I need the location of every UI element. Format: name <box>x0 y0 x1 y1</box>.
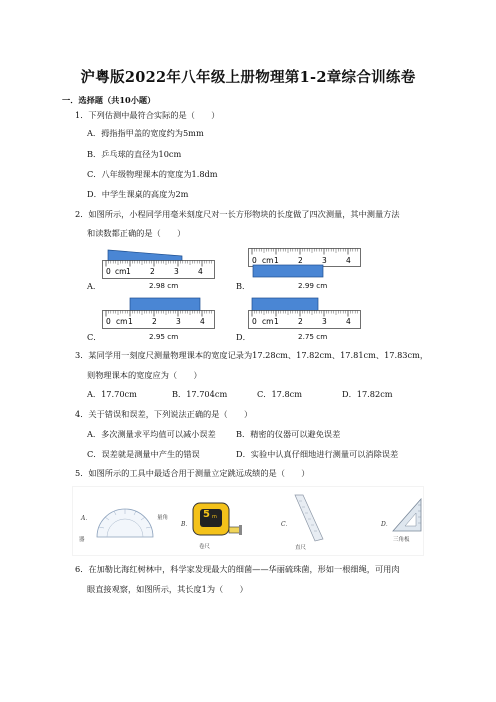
unit-label: cm <box>115 267 127 276</box>
question-stem: 5．如图所示的工具中最适合用于测量立定跳远成绩的是（ ） <box>75 468 310 478</box>
ruler-figure-d <box>248 296 363 330</box>
question-stem-line1: 2．如图所示，小程同学用毫米刻度尺对一长方形物块的长度做了四次测量，其中测量方法 <box>75 209 400 219</box>
option-a: A．拇指指甲盖的宽度约为5mm <box>87 128 204 138</box>
tick-label-4: 4 <box>346 317 351 326</box>
option-b: B．乒乓球的直径为10cm <box>87 149 182 159</box>
tool-d-letter: D． <box>381 521 392 528</box>
tick-label-2: 2 <box>150 267 155 276</box>
tick-label-3: 3 <box>174 267 179 276</box>
question-stem: 4．关于错误和误差，下列说法正确的是（ ） <box>75 409 253 419</box>
tool-c-letter: C． <box>281 521 292 528</box>
option-c: C．误差就是测量中产生的错误 <box>87 449 200 459</box>
protractor-image <box>95 505 155 539</box>
tool-b-letter: B． <box>181 521 192 528</box>
figure-b-letter: B． <box>236 281 251 291</box>
unit-label: cm <box>262 317 274 326</box>
tools-figure <box>72 486 424 556</box>
option-a: A．多次测量求平均值可以减小误差 <box>87 429 216 439</box>
question-stem: 1．下列估测中最符合实际的是（ ） <box>75 110 220 120</box>
page-title: 沪粤版2022年八年级上册物理第1-2章综合训练卷 <box>80 69 416 86</box>
tick-label-1: 1 <box>128 317 133 326</box>
tick-label-3: 3 <box>322 256 327 265</box>
question-stem-line1: 3．某同学用一刻度尺测量物理课本的宽度记录为17.28cm、17.82cm、17.81cm、17.83cm， <box>75 350 429 360</box>
tick-label-4: 4 <box>200 317 205 326</box>
tape-number: 5 <box>203 509 210 520</box>
tick-label-4: 4 <box>346 256 351 265</box>
option-d: D．17.82cm <box>342 389 393 399</box>
measured-block <box>130 298 200 311</box>
question-stem-line1: 6．在加勒比海红树林中，科学家发现最大的细菌——华丽硫珠菌，形如一根细绳，可用肉 <box>75 564 400 574</box>
triangle-ruler-image <box>391 497 423 533</box>
figure-d-reading: 2.75 cm <box>298 332 328 341</box>
ruler-figure-c <box>102 296 217 330</box>
question-stem-line2: 则物理课本的宽度应为（ ） <box>87 370 202 380</box>
tick-label-2: 2 <box>298 317 303 326</box>
figure-c-reading: 2.95 cm <box>149 332 179 341</box>
tick-label-2: 2 <box>152 317 157 326</box>
section-heading: 一．选择题（共10小题） <box>62 95 156 105</box>
ruler-figure-b <box>248 246 363 280</box>
option-c: C．17.8cm <box>257 389 303 399</box>
figure-c-letter: C． <box>87 332 102 342</box>
tool-a-name-2: 器 <box>79 537 85 543</box>
question-stem-line2: 和读数都正确的是（ ） <box>87 228 186 238</box>
option-d: D．中学生课桌的高度为2m <box>87 189 189 199</box>
tick-label-3: 3 <box>322 317 327 326</box>
tool-c-name: 直尺 <box>295 545 307 551</box>
tick-label-0: 0 <box>106 267 111 276</box>
question-stem-line2: 眼直接观察，如图所示，其长度1为（ ） <box>87 584 248 594</box>
option-a: A．17.70cm <box>87 389 137 399</box>
option-b: B．17.704cm <box>172 389 228 399</box>
unit-label: cm <box>262 256 274 265</box>
tape-measure-image <box>191 499 247 541</box>
figure-b-reading: 2.99 cm <box>298 281 328 290</box>
tick-label-3: 3 <box>176 317 181 326</box>
tick-label-4: 4 <box>198 267 203 276</box>
figure-a-letter: A． <box>87 281 102 291</box>
straight-ruler-image <box>285 493 331 543</box>
tick-label-0: 0 <box>106 317 111 326</box>
tick-label-1: 1 <box>274 256 279 265</box>
option-c: C．八年级物理课本的宽度为1.8dm <box>87 169 218 179</box>
option-d: D．实验中认真仔细地进行测量可以消除误差 <box>236 449 399 459</box>
measured-block <box>253 265 323 277</box>
tick-label-0: 0 <box>252 256 257 265</box>
tick-label-2: 2 <box>298 256 303 265</box>
tick-label-0: 0 <box>252 317 257 326</box>
measured-block <box>252 298 318 311</box>
ruler-figure-a <box>102 246 217 280</box>
unit-label: cm <box>116 317 128 326</box>
tool-a-name: 量角 <box>157 515 169 521</box>
figure-d-letter: D． <box>236 332 251 342</box>
tape-unit: m <box>212 514 217 520</box>
tool-a-letter: A． <box>81 515 92 522</box>
tick-label-1: 1 <box>126 267 131 276</box>
tick-label-1: 1 <box>274 317 279 326</box>
figure-a-reading: 2.98 cm <box>149 281 179 290</box>
option-b: B．精密的仪器可以避免误差 <box>236 429 341 439</box>
tool-d-name: 三角板 <box>393 537 410 543</box>
tool-b-name: 卷尺 <box>199 544 211 550</box>
